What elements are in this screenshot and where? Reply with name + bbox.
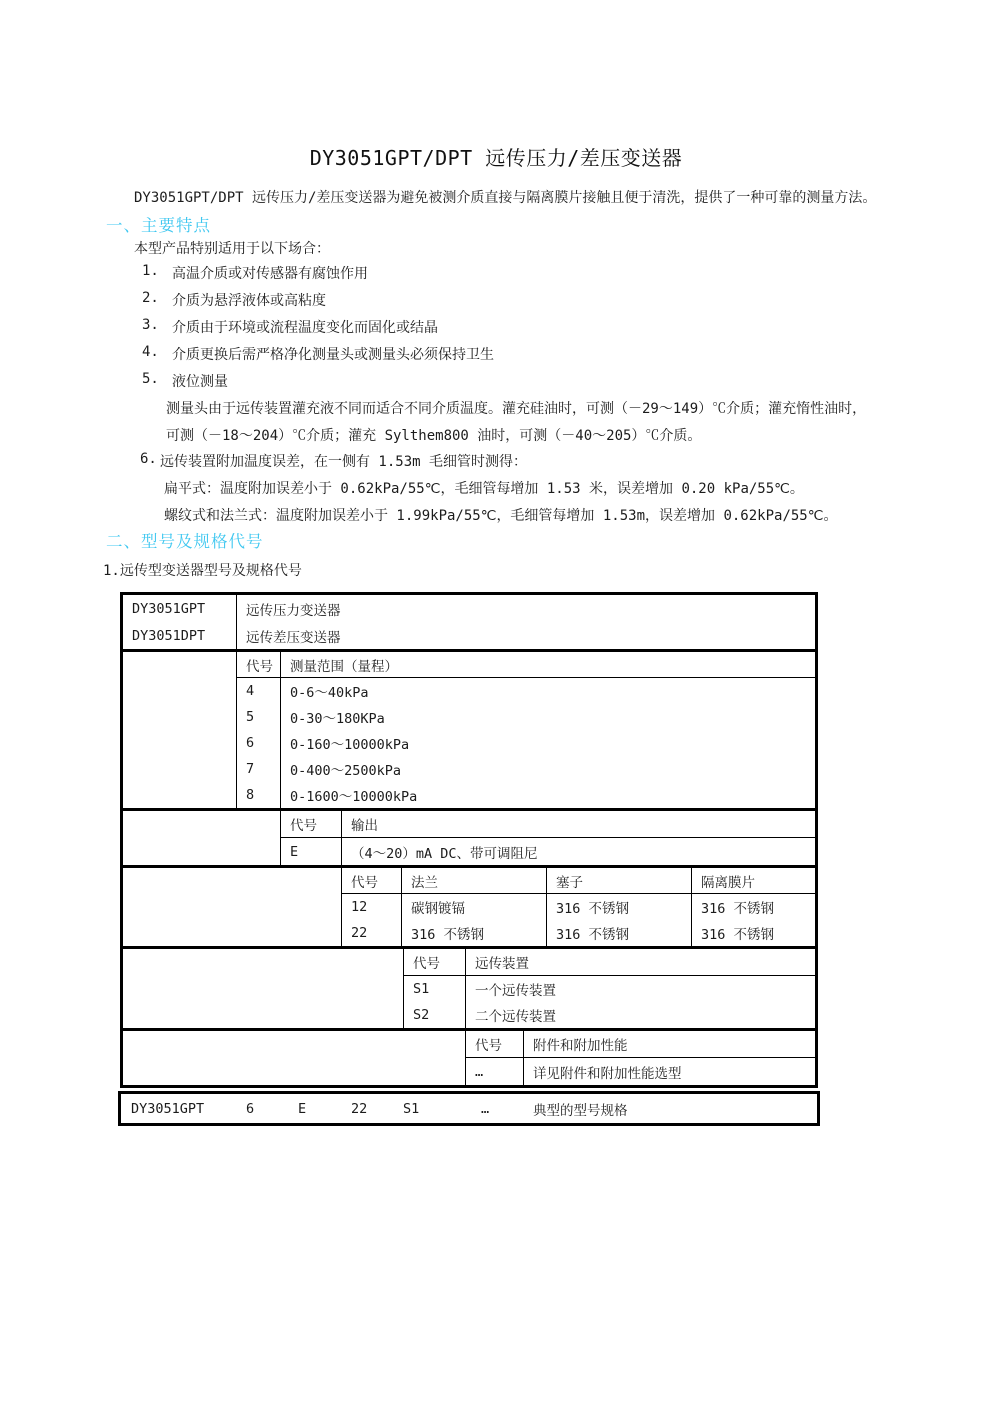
table-header-row <box>237 652 815 678</box>
range-code-cell: 5 <box>237 704 281 730</box>
feature-item-number: 3. <box>142 317 159 333</box>
range-value-cell: 0-6～40kPa <box>290 685 369 701</box>
section2-heading: 二、型号及规格代号 <box>106 532 264 551</box>
diaphragm-material-cell: 316 不锈钢 <box>701 901 775 917</box>
intro-paragraph: DY3051GPT/DPT 远传压力/差压变送器为避免被测介质直接与隔离膜片接触且便于清洗，提供了一种可靠的测量方法。 <box>134 190 877 206</box>
model-desc-cell: 远传压力变送器 <box>246 602 341 619</box>
table-row <box>281 838 815 865</box>
example-accessory: … <box>481 1100 490 1117</box>
feature-item-number: 2. <box>142 290 159 306</box>
step-spacer <box>123 652 237 808</box>
table-header-row <box>342 868 815 894</box>
step-spacer <box>123 949 404 1028</box>
accessory-group <box>123 1031 815 1085</box>
model-desc-cell: 远传差压变送器 <box>246 629 341 646</box>
output-group <box>123 811 815 868</box>
remote-header-cell: 远传装置 <box>475 956 529 972</box>
model-code-cell: DY3051GPT <box>123 595 237 622</box>
table-row <box>123 622 815 649</box>
step-spacer <box>123 811 281 865</box>
flange-code-cell: 22 <box>342 920 402 946</box>
example-flange: 22 <box>351 1100 368 1117</box>
example-model: DY3051GPT <box>131 1100 205 1117</box>
table-row <box>123 595 815 622</box>
diaphragm-header-cell: 隔离膜片 <box>701 874 755 891</box>
table-row <box>237 704 815 730</box>
plug-material-cell: 316 不锈钢 <box>547 920 692 946</box>
diaphragm-material-cell: 316 不锈钢 <box>701 927 775 943</box>
feature-item-text: 介质由于环境或流程温度变化而固化或结晶 <box>172 320 438 336</box>
remote-value-cell: 一个远传装置 <box>475 983 556 999</box>
range-value-cell: 0-160～10000kPa <box>290 737 410 753</box>
feature-item <box>142 263 368 283</box>
document-title: DY3051GPT/DPT 远传压力/差压变送器 <box>309 146 683 170</box>
table-row <box>237 782 815 808</box>
accessory-value-cell: 详见附件和附加性能选型 <box>533 1065 682 1082</box>
feature-item-text: 远传装置附加温度误差，在一侧有 1.53m 毛细管时测得： <box>160 454 527 470</box>
table-row <box>342 894 815 920</box>
remote-value-cell: 二个远传装置 <box>475 1009 556 1025</box>
table-row <box>342 920 815 946</box>
range-code-cell: 8 <box>237 782 281 808</box>
table-row <box>237 730 815 756</box>
range-value-cell: 0-400～2500kPa <box>290 763 402 779</box>
range-code-cell: 6 <box>237 730 281 756</box>
section1-heading: 一、主要特点 <box>106 216 211 235</box>
flange-code-cell: 12 <box>342 894 402 920</box>
range-group <box>123 652 815 811</box>
feature-item-number: 1. <box>142 263 159 279</box>
plug-header-cell: 塞子 <box>547 868 692 893</box>
table-header-row <box>404 949 815 976</box>
feature5-note-line1: 测量头由于远传装置灌充液不同而适合不同介质温度。灌充硅油时，可测（－29～149）℃介质；灌充惰性油时， <box>166 401 867 417</box>
remote-group <box>123 949 815 1031</box>
flange-group <box>123 868 815 949</box>
feature-item-number: 6. <box>140 451 157 467</box>
feature-item <box>142 344 494 364</box>
feature6-flat-line: 扁平式：温度附加误差小于 0.62kPa/55℃，毛细管每增加 1.53 米，误差增加 0.20 kPa/55℃。 <box>164 481 804 497</box>
feature-item <box>142 371 228 391</box>
example-range: 6 <box>246 1100 255 1117</box>
accessory-header-cell: 附件和附加性能 <box>533 1038 628 1054</box>
table-row <box>404 976 815 1002</box>
table-row <box>466 1058 815 1085</box>
remote-code-cell: S1 <box>404 976 466 1002</box>
section2-subheading: 1.远传型变送器型号及规格代号 <box>103 563 302 579</box>
feature-item-number: 4. <box>142 344 159 360</box>
example-output: E <box>298 1100 307 1117</box>
flange-material-cell: 316 不锈钢 <box>402 920 547 946</box>
range-value-cell: 0-1600～10000kPa <box>290 789 418 805</box>
feature-item-text: 介质更换后需严格净化测量头或测量头必须保持卫生 <box>172 347 494 363</box>
range-code-cell: 4 <box>237 678 281 704</box>
code-header-cell: 代号 <box>281 811 342 837</box>
remote-code-cell: S2 <box>404 1002 466 1028</box>
model-group <box>123 595 815 652</box>
range-header-cell: 测量范围（量程） <box>290 658 398 675</box>
model-code-cell: DY3051DPT <box>123 622 237 649</box>
code-header-cell: 代号 <box>237 652 281 677</box>
example-label: 典型的型号规格 <box>533 1102 628 1119</box>
table-header-row <box>466 1031 815 1058</box>
code-header-cell: 代号 <box>342 868 402 893</box>
table-row <box>237 756 815 782</box>
accessory-code-cell: … <box>466 1058 524 1085</box>
feature6-thread-line: 螺纹式和法兰式：温度附加误差小于 1.99kPa/55℃，毛细管每增加 1.53m，误差增加 0.62kPa/55℃。 <box>164 508 838 524</box>
range-code-cell: 7 <box>237 756 281 782</box>
feature-item-text: 高温介质或对传感器有腐蚀作用 <box>172 266 368 282</box>
feature5-note-line2: 可测（－18～204）℃介质；灌充 Sylthem800 油时，可测（－40～205）℃介质。 <box>166 428 702 444</box>
plug-material-cell: 316 不锈钢 <box>547 894 692 920</box>
range-value-cell: 0-30～180KPa <box>290 711 385 727</box>
code-header-cell: 代号 <box>466 1031 524 1057</box>
output-header-cell: 输出 <box>351 818 378 834</box>
model-spec-table <box>120 592 818 1088</box>
table-header-row <box>281 811 815 838</box>
feature-item <box>140 451 527 471</box>
table-row <box>404 1002 815 1028</box>
typical-model-table <box>118 1091 820 1126</box>
section1-lead: 本型产品特别适用于以下场合： <box>134 241 330 257</box>
feature-item-text: 液位测量 <box>172 374 228 390</box>
feature-item <box>142 290 326 310</box>
flange-header-cell: 法兰 <box>402 868 547 893</box>
example-remote: S1 <box>403 1100 420 1117</box>
flange-material-cell: 碳钢镀镉 <box>402 894 547 920</box>
table-row <box>237 678 815 704</box>
step-spacer <box>123 1031 466 1085</box>
step-spacer <box>123 868 342 946</box>
output-code-cell: E <box>281 838 342 865</box>
feature-item <box>142 317 438 337</box>
feature-item-text: 介质为悬浮液体或高粘度 <box>172 293 326 309</box>
code-header-cell: 代号 <box>404 949 466 975</box>
output-value-cell: （4～20）mA DC、带可调阻尼 <box>351 845 538 862</box>
feature-item-number: 5. <box>142 371 159 387</box>
